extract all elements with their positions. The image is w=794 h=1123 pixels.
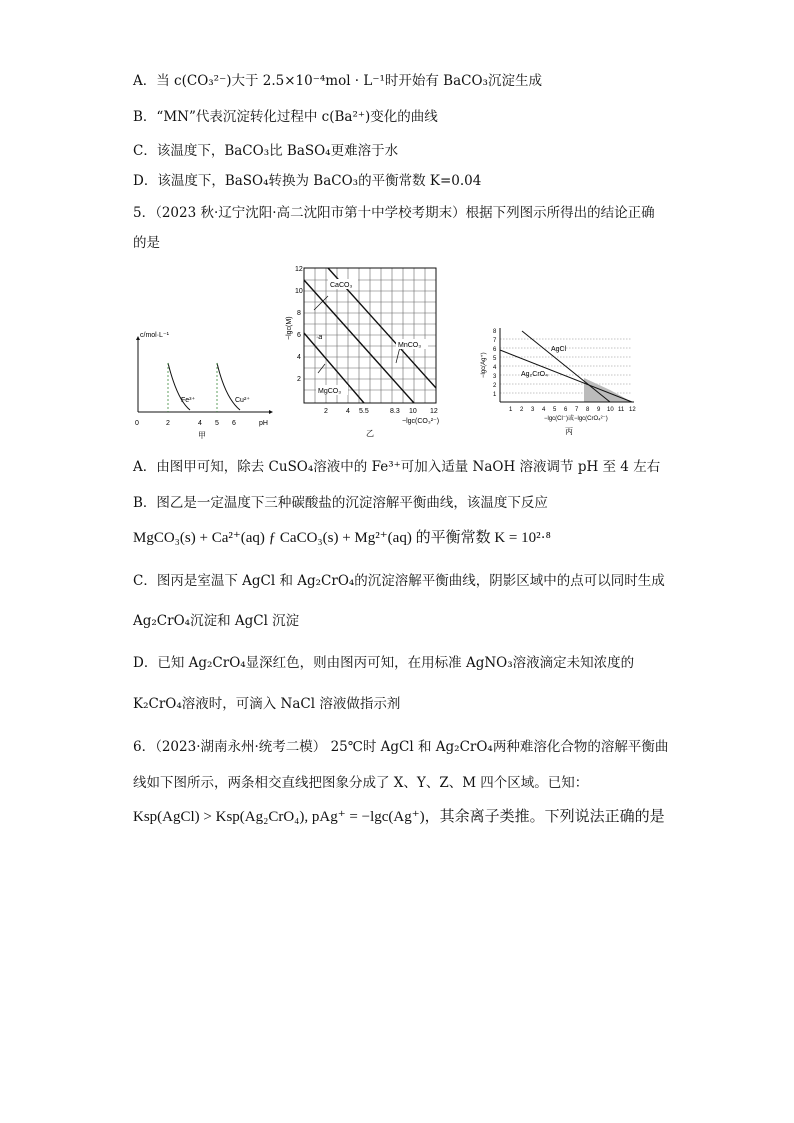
q5-stem-line2: 的是 [133,235,160,251]
bing-xlabel: −lgc(Cl⁻)或−lgc(CrO₄²⁻) [544,416,608,422]
bing-xtick-12: 12 [629,407,636,413]
yi-caco3-label: CaCO₃ [330,282,353,289]
jia-xtick-4: 4 [198,420,202,427]
bing-ylabel: −lgc(Ag⁺) [481,352,487,378]
yi-ytick-6: 6 [297,332,301,339]
bing-caption: 丙 [565,427,573,436]
jia-cu-label: Cu²⁺ [235,397,250,404]
figure-yi [273,258,463,448]
jia-xtick-5: 5 [215,420,219,427]
yi-xtick-10: 10 [409,408,417,415]
bing-xtick-7: 7 [575,407,579,413]
q5-option-a: A．由图甲可知，除去 CuSO₄溶液中的 Fe³⁺可加入适量 NaOH 溶液调节 pH 至 4 左右 [133,459,661,475]
bing-ytick-1: 1 [493,392,497,398]
q4-option-d: D．该温度下，BaSO₄转换为 BaCO₃的平衡常数 K=0.04 [133,173,482,189]
bing-xtick-2: 2 [520,407,524,413]
yi-ytick-4: 4 [297,354,301,361]
jia-xlabel: pH [259,420,268,427]
yi-xtick-4: 4 [346,408,350,415]
yi-ytick-12: 12 [295,266,303,273]
q6-stem-line3: Ksp(AgCl) > Ksp(Ag₂CrO₄), pAg⁺ = −lgc(Ag⁺)，其余离子类推。下列说法正确的是 [133,809,665,825]
bing-ytick-7: 7 [493,338,497,344]
bing-xtick-8: 8 [586,407,590,413]
q5-figures [128,258,668,448]
bing-agcl-label: AgCl [551,346,567,353]
q5-option-d-line2: K₂CrO₄溶液时，可滴入 NaCl 溶液做指示剂 [133,696,401,712]
figure-bing [480,316,660,466]
yi-ytick-10: 10 [295,288,303,295]
bing-ytick-3: 3 [493,374,497,380]
bing-xtick-6: 6 [564,407,568,413]
yi-caption: 乙 [366,429,374,438]
bing-xtick-10: 10 [607,407,614,413]
yi-point-a: ·a [316,334,323,341]
jia-caption: 甲 [198,431,206,440]
bing-xtick-11: 11 [618,407,625,413]
bing-ytick-8: 8 [493,329,497,335]
jia-xtick-0: 0 [135,420,139,427]
bing-xtick-1: 1 [509,407,513,413]
yi-xlabel: −lgc(CO₃²⁻) [402,418,440,425]
yi-ytick-8: 8 [297,310,301,317]
yi-xtick-8-3: 8.3 [390,408,400,415]
yi-xtick-5-5: 5.5 [359,408,369,415]
bing-xtick-5: 5 [553,407,557,413]
bing-agcl-line [500,350,632,402]
yi-ylabel: −lgc(M) [286,316,293,340]
bing-ytick-2: 2 [493,383,497,389]
jia-xtick-2: 2 [166,420,170,427]
figure-jia [128,328,278,506]
q4-option-c: C．该温度下，BaCO₃比 BaSO₄更难溶于水 [133,143,399,159]
q4-option-b: B．“MN”代表沉淀转化过程中 c(Ba²⁺)变化的曲线 [133,109,438,125]
jia-ylabel: c/mol·L⁻¹ [140,332,169,339]
yi-mnco3-label: MnCO₃ [398,342,422,349]
yi-mgco3-label: MgCO₃ [318,388,342,395]
jia-xtick-6: 6 [232,420,236,427]
bing-xtick-4: 4 [542,407,546,413]
jia-fe-label: Fe³⁺ [181,397,196,404]
bing-shaded-region [584,378,632,402]
bing-ag2cro4-line [522,331,610,402]
q6-stem-line1: 6．（2023·湖南永州·统考二模） 25℃时 AgCl 和 Ag₂CrO₄两种难溶化合物的溶解平衡曲 [133,739,669,755]
q5-option-d-line1: D．已知 Ag₂CrO₄显深红色，则由图丙可知，在用标准 AgNO₃溶液滴定未知浓度的 [133,655,635,671]
bing-ag2cro4-label: Ag₂CrO₄ [521,371,548,378]
bing-ytick-5: 5 [493,356,497,362]
yi-xtick-12: 12 [430,408,438,415]
bing-xtick-9: 9 [597,407,601,413]
bing-ytick-6: 6 [493,347,497,353]
q4-option-a: A．当 c(CO₃²⁻)大于 2.5×10⁻⁴mol · L⁻¹时开始有 BaCO₃沉淀生成 [133,73,542,89]
yi-ytick-2: 2 [297,376,301,383]
q5-option-c-line1: C．图丙是室温下 AgCl 和 Ag₂CrO₄的沉淀溶解平衡曲线，阴影区域中的点可以同时生成 [133,573,665,589]
q5-option-c-line2: Ag₂CrO₄沉淀和 AgCl 沉淀 [133,613,300,629]
q5-option-b-equation: MgCO₃(s) + Ca²⁺(aq) ƒ CaCO₃(s) + Mg²⁺(aq) 的平衡常数 K = 10²·⁸ [133,530,551,546]
bing-ytick-4: 4 [493,365,497,371]
q6-stem-line2: 线如下图所示，两条相交直线把图象分成了 X、Y、Z、M 四个区域。已知： [133,775,589,791]
yi-xtick-2: 2 [324,408,328,415]
q5-stem-line1: 5．（2023 秋·辽宁沈阳·高二沈阳市第十中学校考期末）根据下列图示所得出的结论正确 [133,205,655,221]
bing-xtick-3: 3 [531,407,535,413]
q5-option-b-line1: B．图乙是一定温度下三种碳酸盐的沉淀溶解平衡曲线，该温度下反应 [133,495,548,511]
